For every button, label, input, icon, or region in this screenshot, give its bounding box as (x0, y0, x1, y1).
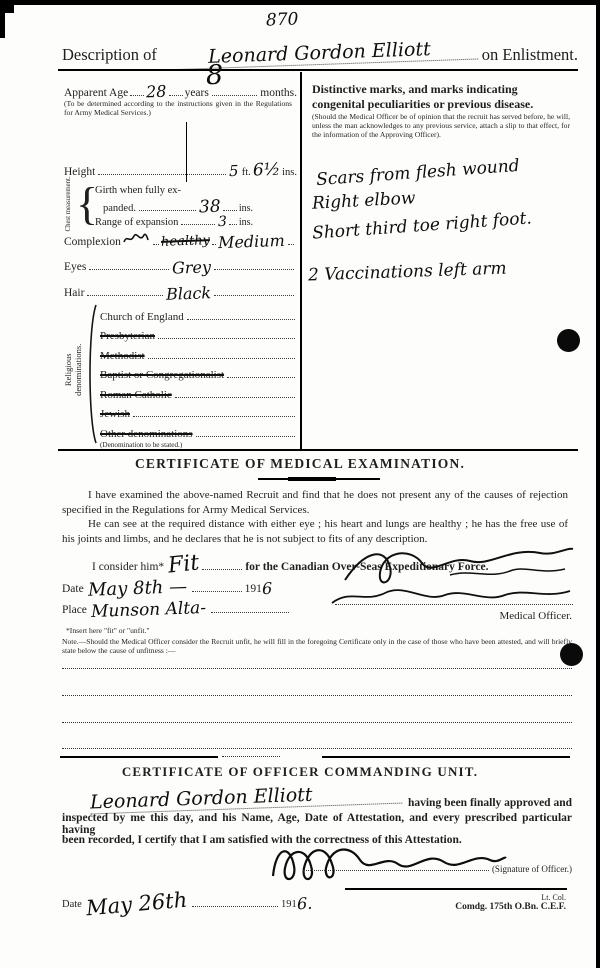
medical-officer-label: Medical Officer. (499, 610, 572, 622)
eyes-value: Grey (171, 257, 212, 278)
years-label: years (184, 87, 209, 99)
complexion-scribble (123, 232, 149, 246)
blank-answer-line (62, 695, 572, 696)
height-label: Height (64, 166, 96, 178)
medical-para-2: He can see at the required distance with either eye ; his heart and lungs are healthy ; he has the free use of his joints and limbs, and he declares that he is not subject to fits of any description. (62, 518, 568, 545)
scan-edge-left (0, 0, 5, 38)
hair-value: Black (165, 283, 212, 304)
officer-line-2: inspected by me this day, and his Name, Age, Date of Attestation, and every prescribed particular having (62, 812, 572, 836)
year-digit: 6 (261, 578, 273, 599)
blank-answer-line (62, 722, 572, 723)
place-label: Place (62, 604, 87, 616)
apparent-age-row (64, 81, 297, 102)
unit-rule (345, 888, 567, 890)
apparent-age-note: (To be determined according to the instructions given in the Regulations for Army Medical Services.) (64, 99, 292, 117)
medical-place-value: Munson Alta- (90, 597, 207, 623)
expansion-label: Range of expansion (95, 217, 179, 228)
height-inches: 6½ (252, 159, 281, 181)
officer-date-row (62, 887, 313, 921)
title-prefix: Description of (62, 45, 157, 64)
medical-para-1: I have examined the above-named Recruit and find that he does not present any of the causes of rejection specified in the Regulations for Army Medical Services. (62, 489, 568, 516)
officer-line-1 (62, 783, 572, 814)
section-rule-dots (222, 756, 280, 757)
officer-rank: Lt. Col. (541, 893, 566, 902)
complexion-row (64, 230, 297, 253)
girth-label-1: Girth when fully ex- (95, 185, 182, 196)
eyes-label: Eyes (64, 261, 87, 273)
complexion-label: Complexion (64, 236, 121, 248)
chest-group-label: Chest measurement. (65, 176, 73, 232)
religion-item: Baptist or Congregationalist (100, 362, 298, 382)
expansion-row (95, 213, 253, 231)
apparent-age-years-value: 28 (145, 81, 167, 102)
consider-value: Fit (166, 550, 201, 579)
officer-line-3: been recorded, I certify that I am satisfied with the correctness of this Attestation. (62, 834, 462, 846)
expansion-value: 3 (217, 213, 228, 231)
year-prefix: 191 (244, 583, 262, 595)
girth-value: 38 (198, 196, 222, 218)
punch-hole-top (557, 329, 580, 352)
marks-entry: Right elbow (311, 188, 416, 214)
religion-item: Jewish (100, 401, 298, 421)
medical-certificate-heading: CERTIFICATE OF MEDICAL EXAMINATION. (134, 456, 466, 471)
insert-note: *Insert here "fit" or "unfit." (66, 626, 150, 635)
medical-date-value: May 8th — (87, 576, 188, 601)
officer-year-digit: 6. (296, 893, 313, 914)
marks-heading: Distinctive marks, and marks indicating congenital peculiarities or previous disease. (312, 82, 534, 111)
signature-label-row (300, 864, 572, 874)
section-rule-left (60, 756, 218, 758)
title-suffix: on Enlistment. (481, 45, 578, 64)
religion-item: Church of England (100, 303, 298, 323)
religion-item: Methodist (100, 342, 298, 362)
marks-note: (Should the Medical Officer be of opinion that the recruit has served before, he will, unless the man acknowledges to any previous service, attach a slip to that effect, for the information of the Approving Officer). (312, 112, 570, 139)
unfitness-note: Note.—Should the Medical Officer consider the Recruit unfit, he will fill in the foregoing Certificate only in the case of those who have been attested, and will briefly state below the cause of unfitness :— (62, 637, 572, 655)
consider-suffix: for the Canadian Over-Seas Expeditionary Force. (245, 561, 489, 573)
section-rule-right (322, 756, 570, 758)
signature-of-officer-label: (Signature of Officer.) (491, 864, 572, 874)
officer-date-value: May 26th (84, 887, 188, 921)
religion-item: Roman Catholic (100, 381, 298, 401)
form-title (62, 38, 578, 68)
complexion-value: Medium (218, 230, 286, 253)
description-bottom-rule (58, 449, 578, 451)
inches-unit: ins. (282, 167, 297, 178)
medical-date-row (62, 576, 273, 601)
religion-brace (86, 304, 98, 444)
folio-number: 870 (265, 9, 299, 31)
officer-date-label: Date (62, 899, 82, 910)
blank-answer-line (62, 668, 572, 669)
chest-brace: { (76, 178, 99, 229)
apparent-age-label: Apparent Age (64, 87, 129, 99)
medical-signature-line (335, 604, 573, 605)
height-feet: 5 (228, 161, 240, 181)
height-row (64, 159, 297, 181)
officer-year-prefix: 191 (280, 899, 297, 910)
column-divider (300, 72, 302, 449)
scan-edge-right (596, 0, 600, 968)
marks-entry: Scars from flesh wound (315, 155, 521, 191)
medical-place-row (62, 597, 292, 623)
officer-certificate-heading: CERTIFICATE OF OFFICER COMMANDING UNIT. (121, 764, 479, 779)
date-label: Date (62, 583, 84, 595)
religion-item: Other denominations (100, 420, 298, 440)
heading-rule-thick (288, 477, 336, 481)
consider-prefix: I consider him* (92, 561, 165, 573)
hair-row (64, 283, 297, 304)
eyes-row (64, 257, 297, 278)
blank-answer-line (62, 748, 572, 749)
scan-edge-top (0, 0, 600, 5)
officer-recruit-name: Leonard Gordon Elliott (90, 781, 403, 815)
officer-line-1-suffix: having been finally approved and (407, 797, 572, 809)
marks-entry: Short third toe right foot. (311, 208, 533, 244)
girth-label-2: panded. (103, 203, 136, 214)
complexion-struck-value: healthy (160, 233, 210, 250)
girth-unit: ins. (238, 203, 253, 214)
marks-entry: 2 Vaccinations left arm (307, 258, 507, 286)
months-label: months. (260, 87, 297, 99)
religion-group-label: Religious denominations. (63, 343, 83, 396)
hair-label: Hair (64, 287, 85, 299)
religion-item: Presbyterian (100, 323, 298, 343)
officer-unit: Comdg. 175th O.Bn. C.E.F. (455, 902, 566, 912)
girth-row (103, 196, 253, 218)
medical-officer-signature (330, 545, 575, 607)
recruit-name: Leonard Gordon Elliott (161, 36, 479, 70)
feet-unit: ft. (241, 167, 251, 178)
title-rule (58, 69, 578, 71)
religion-footnote: (Denomination to be stated.) (100, 440, 183, 449)
officer-signature (268, 838, 508, 886)
expansion-unit: ins. (238, 217, 253, 228)
religion-list (100, 303, 298, 449)
apparent-age-months-value: 8 (205, 59, 224, 92)
